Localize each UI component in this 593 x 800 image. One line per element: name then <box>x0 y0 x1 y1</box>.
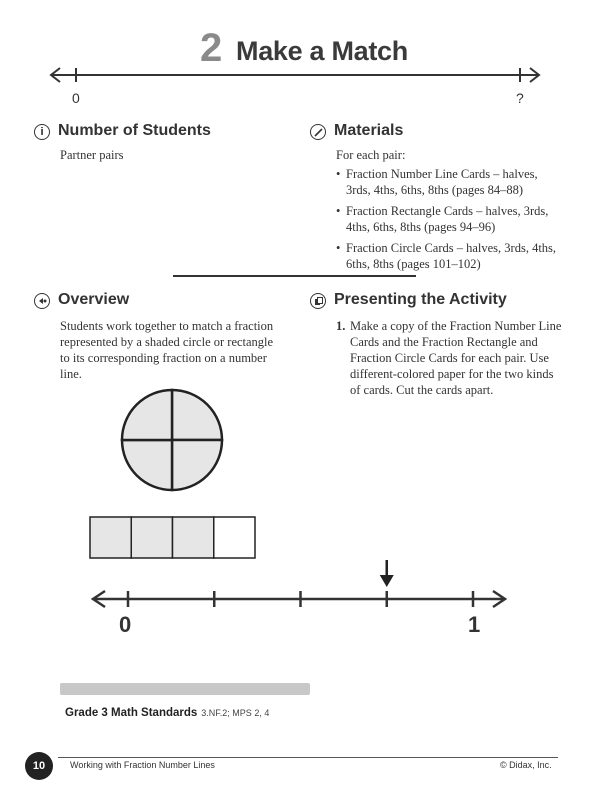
section-divider <box>173 275 416 277</box>
materials-intro: For each pair: <box>336 148 406 162</box>
standards-label <box>65 707 269 719</box>
pointer-arrow-head <box>380 575 394 587</box>
presenting-step <box>336 318 566 398</box>
example-number-line <box>85 560 515 620</box>
overview-text: Students work together to match a fraction represented by a shaded circle or rectangle to its corresponding fraction on a number line. <box>60 319 274 381</box>
circle-sector <box>122 440 172 490</box>
footer-book-title: Working with Fraction Number Lines <box>70 760 215 770</box>
footer-copyright: © Didax, Inc. <box>500 760 552 770</box>
activity-number: 2 <box>200 26 223 70</box>
header-number-line <box>40 64 550 88</box>
materials-item: • Fraction Circle Cards – halves, 3rds, 4ths, 6ths, 8ths (pages 101–102) <box>336 240 561 272</box>
rectangle-part <box>173 517 214 558</box>
rectangle-part <box>131 517 172 558</box>
activity-title: Make a Match <box>236 36 408 66</box>
standards-bar <box>60 683 310 695</box>
materials-list <box>336 166 561 277</box>
page-number-badge: 10 <box>25 752 53 780</box>
materials-item: • Fraction Rectangle Cards – halves, 3rds, 4ths, 6ths, 8ths (pages 94–96) <box>336 203 561 235</box>
materials-heading: Materials <box>334 122 404 139</box>
eye-icon <box>34 293 50 309</box>
number-line-end-label: 1 <box>468 612 481 637</box>
rectangle-part <box>214 517 255 558</box>
example-fraction-circle <box>118 386 226 494</box>
example-fraction-rectangle <box>88 515 258 560</box>
number-line-start-label: 0 <box>119 612 132 637</box>
circle-sector <box>172 390 222 440</box>
pencil-icon <box>310 124 326 140</box>
number-of-students-heading: Number of Students <box>58 122 211 139</box>
standards-codes: 3.NF.2; MPS 2, 4 <box>201 708 270 718</box>
presenting-heading: Presenting the Activity <box>334 291 507 308</box>
header-line-end-label: ? <box>516 90 524 106</box>
info-icon: i <box>34 124 50 140</box>
header-line-start-label: 0 <box>72 90 80 106</box>
overview-heading: Overview <box>58 291 130 308</box>
presenting-step-text: Make a copy of the Fraction Number Line Cards and the Fraction Rectangle and Fraction Circle Cards for each pair. Use different-colored paper for the two kinds of cards. Cut the cards apart. <box>350 319 562 397</box>
rectangle-part <box>90 517 131 558</box>
circle-sector <box>122 390 172 440</box>
circle-sector <box>172 440 222 490</box>
number-of-students-text: Partner pairs <box>60 148 124 162</box>
standards-title: Grade 3 Math Standards <box>65 707 198 719</box>
cards-icon <box>310 293 326 309</box>
footer-rule <box>58 757 558 758</box>
presenting-step-number: 1. <box>336 319 346 333</box>
materials-item: • Fraction Number Line Cards – halves, 3rds, 4ths, 6ths, 8ths (pages 84–88) <box>336 166 561 198</box>
